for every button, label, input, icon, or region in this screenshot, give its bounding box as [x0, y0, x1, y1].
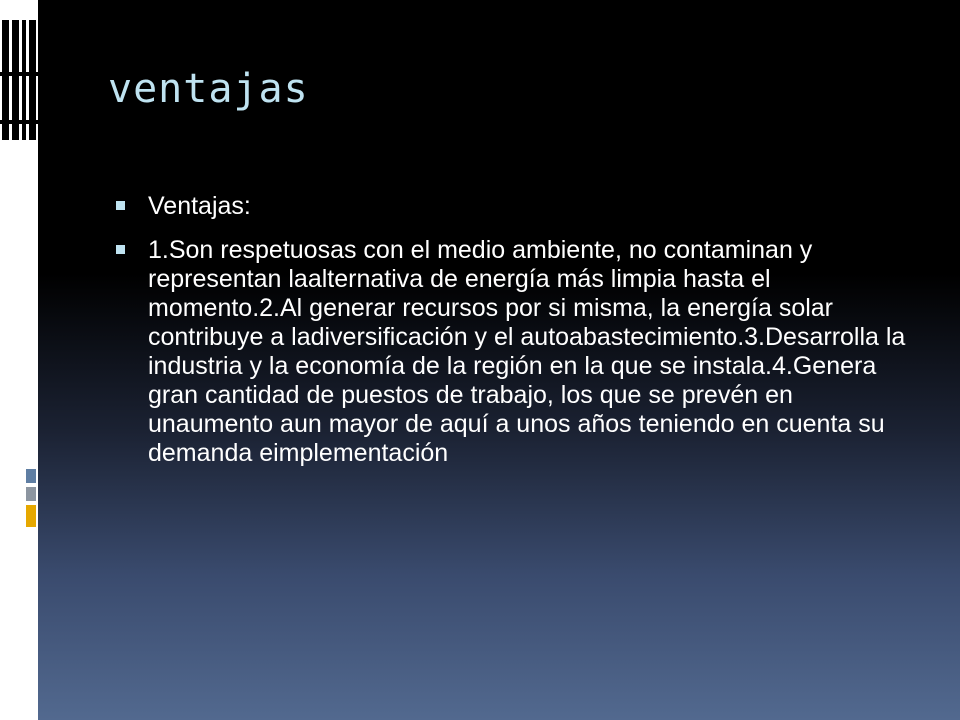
accent-square-gold [26, 505, 36, 527]
bullet-item [114, 192, 914, 221]
window-pane-icon [0, 20, 38, 140]
square-bullet-icon [116, 201, 125, 210]
accent-square-gray [26, 487, 36, 501]
bullet-text: 1.Son respetuosas con el medio ambiente, no contaminan y representan laalternativa de energía más limpia hasta el momento.2.Al generar recursos por si misma, la energía solar contribuye a ladiversificación y el autoabastecimiento.3.Desarrolla la industria y la economía de la región en la que se instala.4.Genera gran cantidad de puestos de trabajo, los que se prevén en unaumento aun mayor de aquí a unos años teniendo en cuenta su demanda eimplementación [148, 236, 906, 467]
slide-title: ventajas [108, 66, 309, 112]
square-bullet-icon [116, 245, 125, 254]
bullet-list [114, 192, 914, 483]
bullet-item [114, 236, 914, 468]
bullet-text: Ventajas: [148, 192, 251, 220]
accent-square-blue [26, 469, 36, 483]
